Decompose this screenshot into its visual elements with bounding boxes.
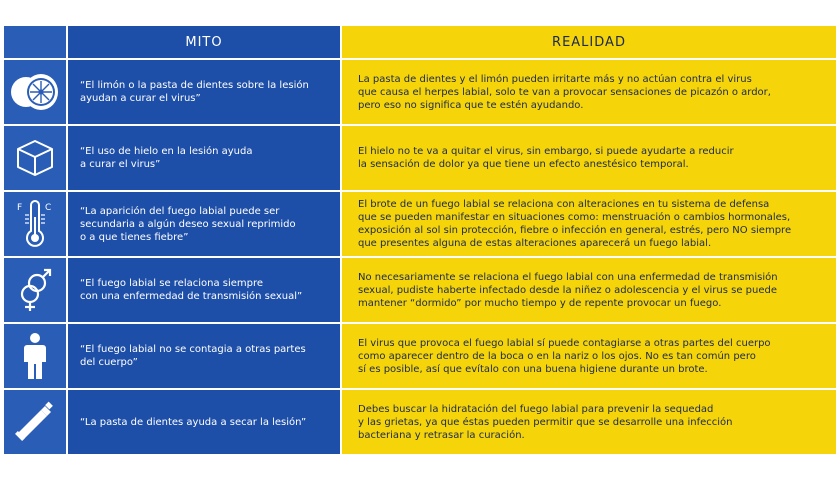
lemon-icon [9, 72, 61, 112]
realidad-text: El virus que provoca el fuego labial sí puede contagiarse a otras partes del cuerpo como aparecer dentro de la boca o en la nariz o los ojos. No es tan común pero sí es posible, así que evítalo con una buena higiene durante un brote. [342, 324, 836, 388]
table-row [4, 192, 836, 256]
person-icon [20, 332, 50, 380]
fahrenheit-label: F [17, 203, 23, 213]
realidad-text: No necesariamente se relaciona el fuego labial con una enfermedad de transmisión sexual, pudiste haberte infectado desde la niñez o adolescencia y el virus se puede mantener “dormido” por mucho tiempo y de repente provocar un fuego. [342, 258, 836, 322]
row-icon-cell [4, 324, 66, 388]
header-mito: MITO [68, 26, 340, 58]
mito-text: “La pasta de dientes ayuda a secar la lesión” [68, 390, 340, 454]
mito-text: “El limón o la pasta de dientes sobre la lesión ayudan a curar el virus” [68, 60, 340, 124]
mito-text: “El fuego labial no se contagia a otras partes del cuerpo” [68, 324, 340, 388]
ice-cube-icon [14, 137, 56, 179]
myth-reality-table [4, 26, 836, 454]
table-row [4, 324, 836, 388]
table-header [4, 26, 836, 58]
celsius-label: C [45, 203, 52, 213]
realidad-text: Debes buscar la hidratación del fuego labial para prevenir la sequedad y las grietas, ya que éstas pueden permitir que se desarrolle una infección bacteriana y retrasar la curación. [342, 390, 836, 454]
mito-text: “El uso de hielo en la lesión ayuda a curar el virus” [68, 126, 340, 190]
table-row [4, 390, 836, 454]
header-realidad: REALIDAD [342, 26, 836, 58]
mito-text: “La aparición del fuego labial puede ser secundaria a algún deseo sexual reprimido o a que tienes fiebre” [68, 192, 340, 256]
row-icon-cell [4, 390, 66, 454]
header-icon-cell [4, 26, 66, 58]
thermometer-icon [13, 199, 57, 249]
table-row [4, 126, 836, 190]
row-icon-cell [4, 60, 66, 124]
table-row [4, 258, 836, 322]
toothpaste-tube-icon [13, 400, 57, 444]
mito-text: “El fuego labial se relaciona siempre con una enfermedad de transmisión sexual” [68, 258, 340, 322]
row-icon-cell [4, 258, 66, 322]
table-row [4, 60, 836, 124]
row-icon-cell [4, 192, 66, 256]
realidad-text: La pasta de dientes y el limón pueden irritarte más y no actúan contra el virus que causa el herpes labial, solo te van a provocar sensaciones de picazón o ardor, pero eso no significa que te estén ayudando. [342, 60, 836, 124]
realidad-text: El brote de un fuego labial se relaciona con alteraciones en tu sistema de defensa que se pueden manifestar en situaciones como: menstruación o cambios hormonales, exposición al sol sin protección, fiebre o infección en general, estrés, pero NO siempre que presentes alguna de estas alteraciones aparecerá un fuego labial. [342, 192, 836, 256]
gender-icon [15, 267, 55, 313]
realidad-text: El hielo no te va a quitar el virus, sin embargo, si puede ayudarte a reducir la sensación de dolor ya que tiene un efecto anestésico temporal. [342, 126, 836, 190]
row-icon-cell [4, 126, 66, 190]
